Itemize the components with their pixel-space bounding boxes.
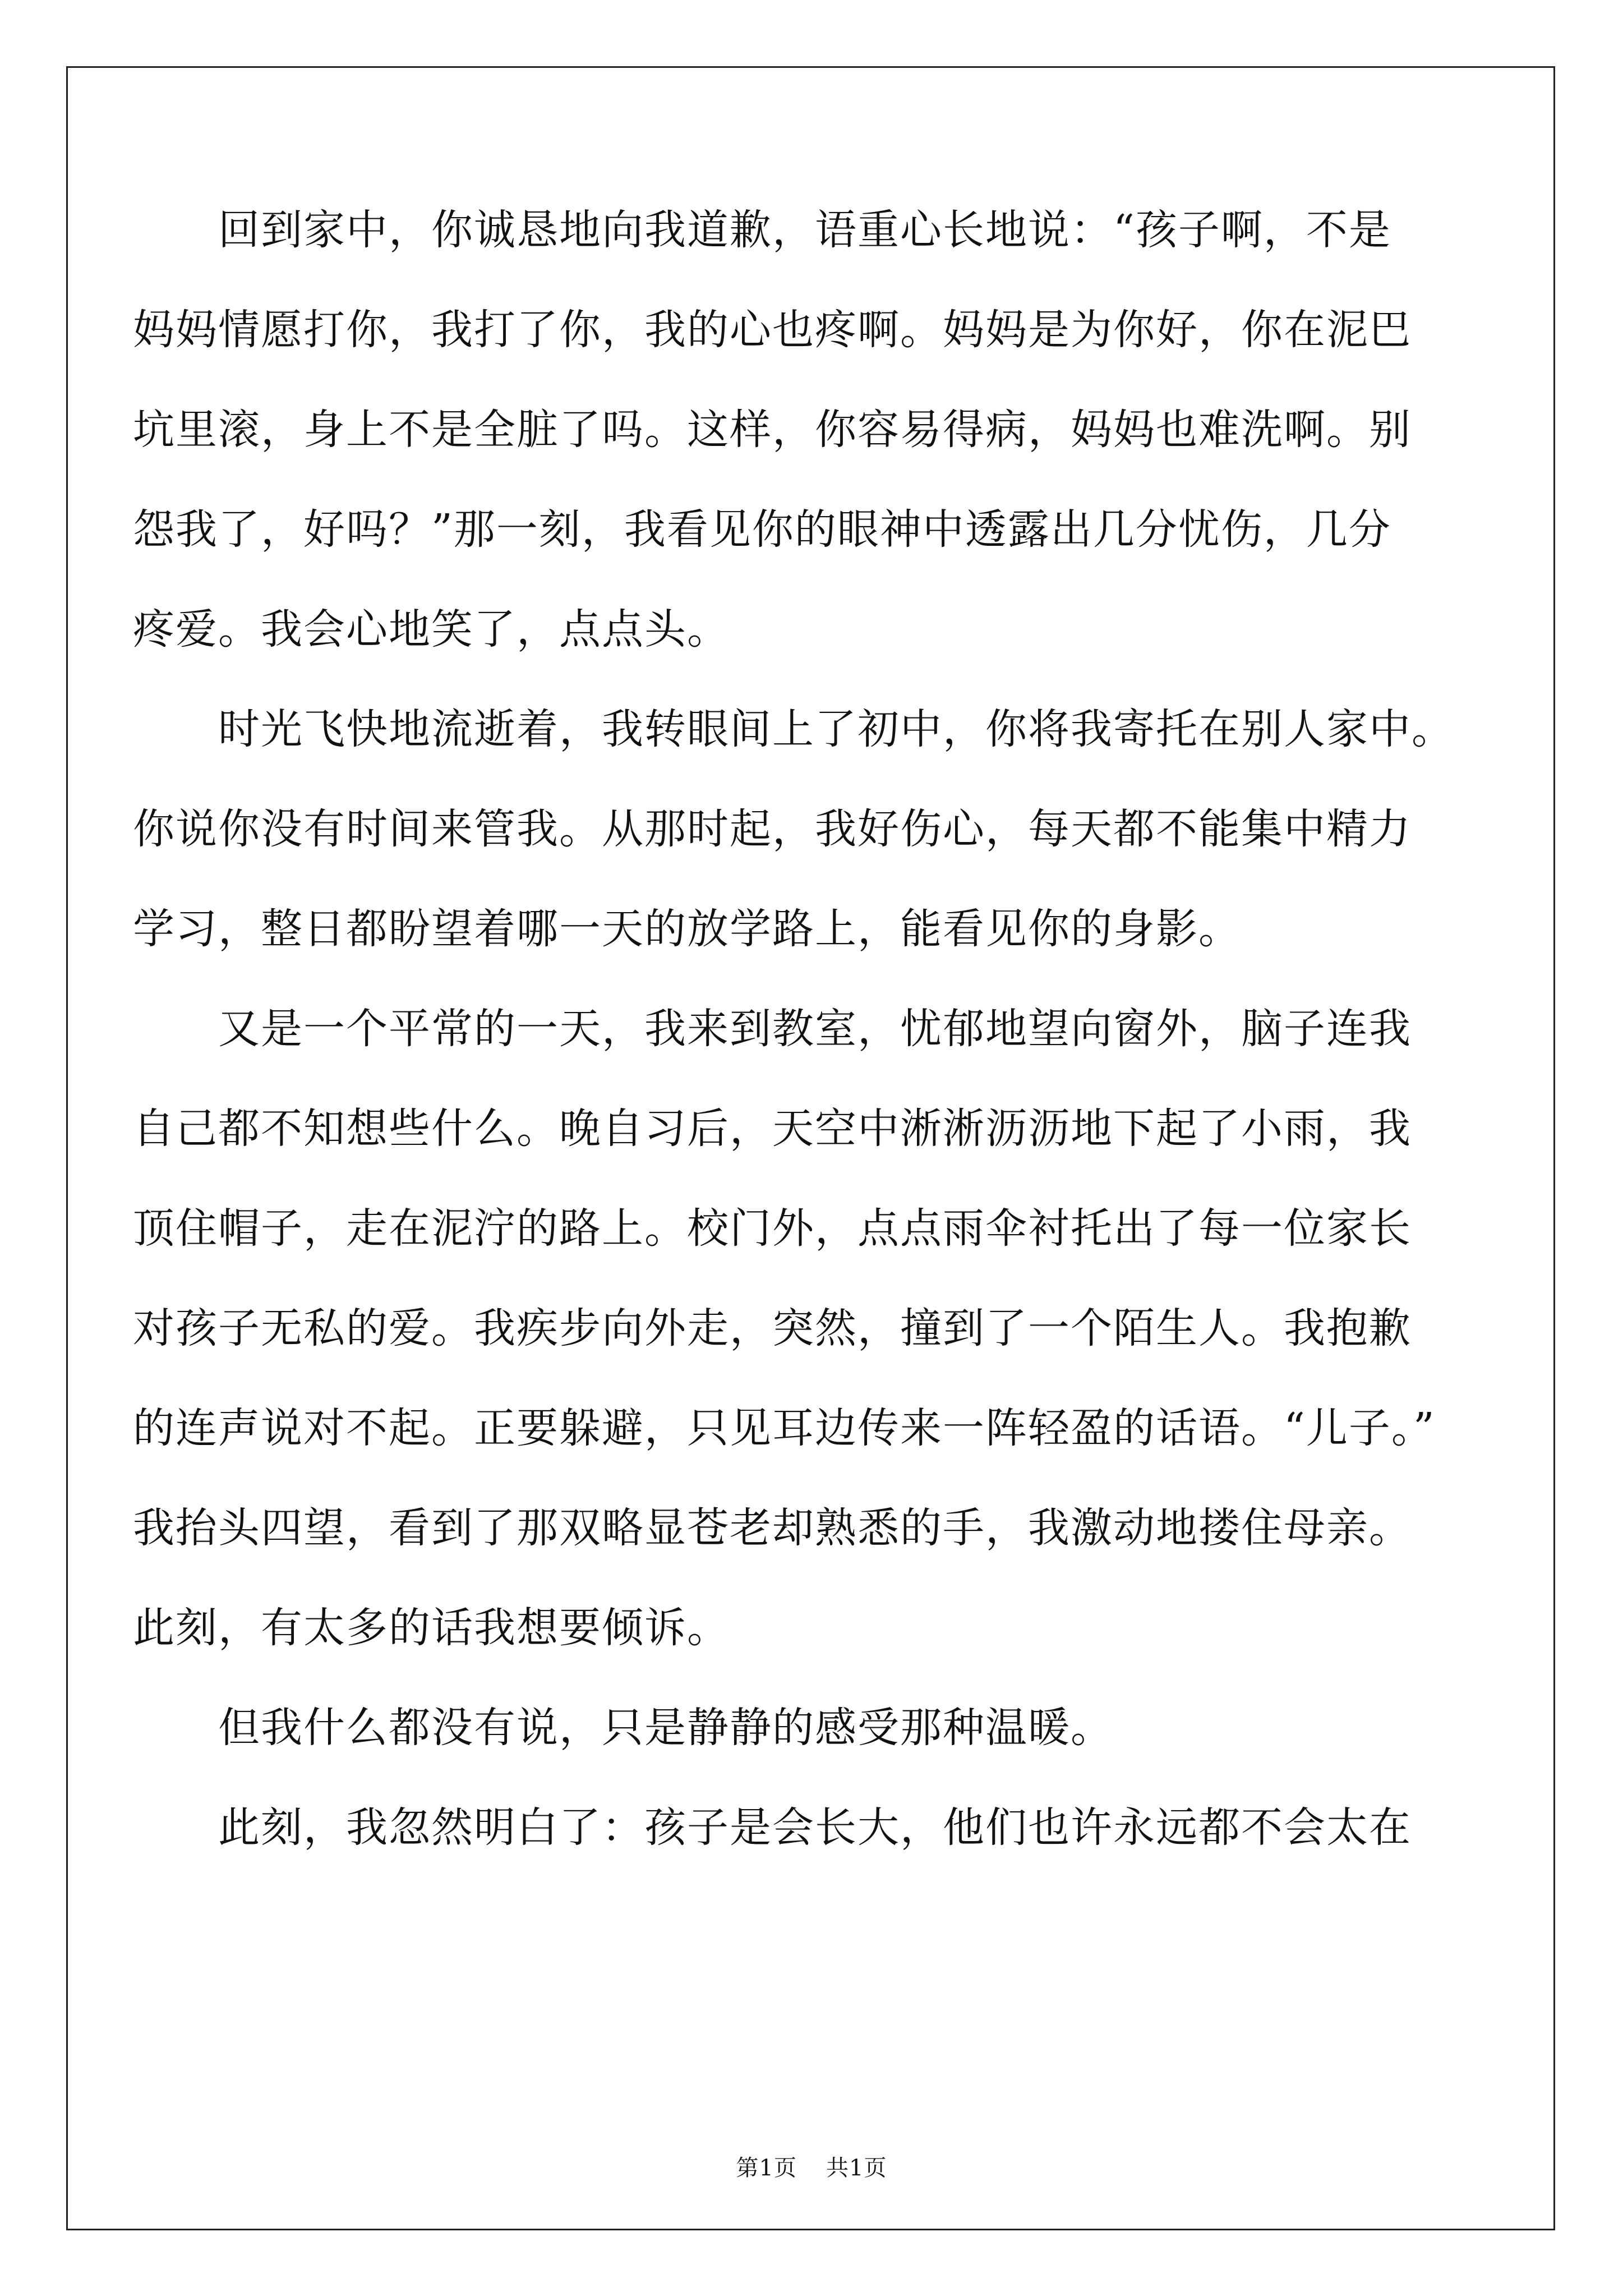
page-number: 第1页 [736,2155,797,2181]
text-line: 妈妈情愿打你，我打了你，我的心也疼啊。妈妈是为你好，你在泥巴 [133,306,1412,354]
page-footer [0,2154,1623,2182]
text-line: 疼爱。我会心地笑了，点点头。 [133,605,730,654]
text-line: 的连声说对不起。正要躲避，只见耳边传来一阵轻盈的话语。“儿子。” [133,1404,1436,1452]
text-line: 我抬头四望，看到了那双略显苍老却熟悉的手，我激动地搂住母亲。 [133,1504,1412,1552]
text-line: 学习，整日都盼望着哪一天的放学路上，能看见你的身影。 [133,905,1241,953]
text-line: 但我什么都没有说，只是静静的感受那种温暖。 [133,1704,1113,1752]
text-line: 坑里滚，身上不是全脏了吗。这样，你容易得病，妈妈也难洗啊。别 [133,406,1412,454]
text-line: 此刻，有太多的话我想要倾诉。 [133,1604,730,1652]
text-line: 此刻，我忽然明白了：孩子是会长大，他们也许永远都不会太在 [133,1803,1412,1852]
text-line: 时光飞快地流逝着，我转眼间上了初中，你将我寄托在别人家中。 [133,705,1454,753]
text-line: 怨我了，好吗？”那一刻，我看见你的眼神中透露出几分忧伤，几分 [133,505,1391,554]
page-total: 共1页 [826,2155,887,2181]
text-line: 对孩子无私的爱。我疾步向外走，突然，撞到了一个陌生人。我抱歉 [133,1304,1412,1352]
text-line: 又是一个平常的一天，我来到教室，忧郁地望向窗外，脑子连我 [133,1005,1412,1053]
text-line: 你说你没有时间来管我。从那时起，我好伤心，每天都不能集中精力 [133,805,1412,853]
text-line: 顶住帽子，走在泥泞的路上。校门外，点点雨伞衬托出了每一位家长 [133,1204,1412,1253]
text-line: 自己都不知想些什么。晚自习后，天空中淅淅沥沥地下起了小雨，我 [133,1105,1412,1153]
text-line: 回到家中，你诚恳地向我道歉，语重心长地说：“孩子啊，不是 [133,206,1391,254]
